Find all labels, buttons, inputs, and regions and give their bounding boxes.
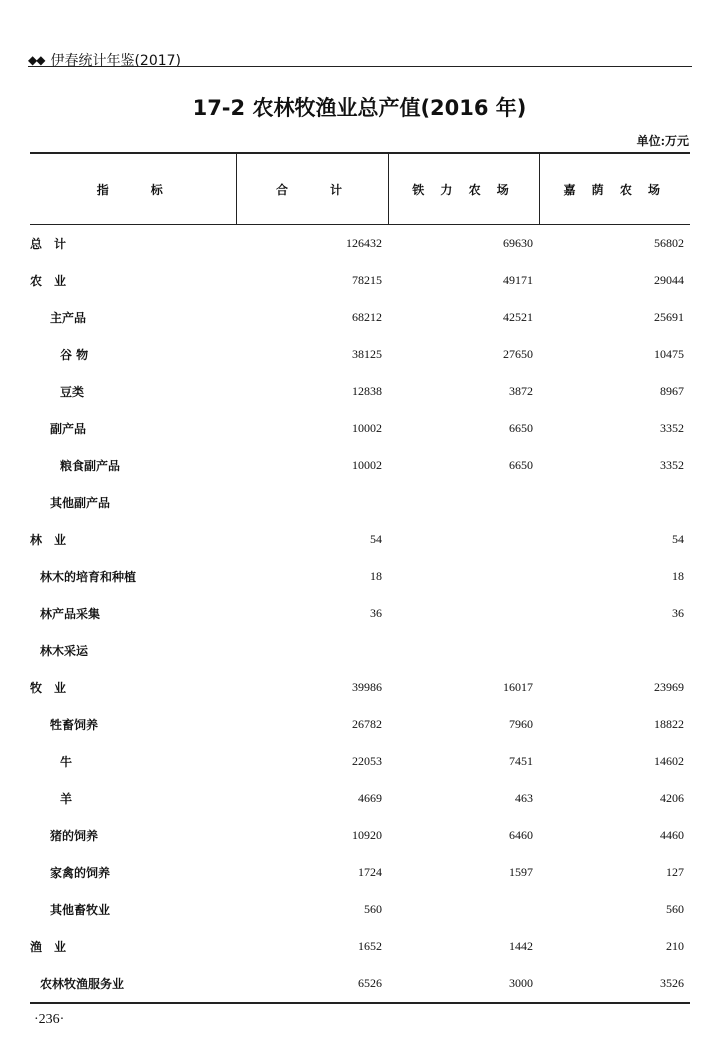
table-row	[30, 521, 690, 558]
cell-jiayin: 18	[672, 569, 684, 583]
table-row	[30, 669, 690, 706]
cell-tieli	[388, 484, 539, 521]
cell-tieli: 3872	[509, 384, 533, 398]
cell-tieli: 3000	[388, 965, 539, 1003]
output-value-table	[30, 152, 690, 1004]
column-header-indicator: 指 标	[30, 153, 236, 225]
cell-tieli	[388, 891, 539, 928]
cell-tieli	[388, 595, 539, 632]
row-label: 谷 物	[60, 348, 89, 362]
row-label: 副产品	[50, 422, 87, 436]
cell-jiayin: 54	[672, 532, 684, 546]
row-label: 主产品	[50, 311, 87, 325]
row-label: 粮食副产品	[60, 459, 121, 473]
row-label: 牛	[60, 755, 73, 769]
row-label: 林木的培育和种植	[40, 570, 137, 584]
cell-total: 126432	[346, 236, 382, 250]
row-label: 其他畜牧业	[50, 903, 111, 917]
cell-total: 78215	[352, 273, 382, 287]
table-row	[30, 299, 690, 336]
table-row	[30, 706, 690, 743]
row-label: 豆类	[60, 385, 85, 399]
cell-jiayin: 25691	[654, 310, 684, 324]
row-label: 农林牧渔服务业	[30, 965, 236, 1003]
cell-tieli: 27650	[503, 347, 533, 361]
cell-jiayin: 56802	[654, 236, 684, 250]
table-row	[30, 262, 690, 299]
column-header-tieli: 铁 力 农 场	[388, 153, 539, 225]
table-row	[30, 632, 690, 669]
cell-jiayin: 3352	[660, 458, 684, 472]
cell-total: 22053	[352, 754, 382, 768]
table-row	[30, 965, 690, 1003]
cell-total: 10002	[352, 458, 382, 472]
cell-total: 26782	[352, 717, 382, 731]
cell-total: 36	[370, 606, 382, 620]
cell-jiayin	[539, 632, 690, 669]
cell-total: 10002	[352, 421, 382, 435]
row-label: 猪的饲养	[50, 829, 99, 843]
table-row	[30, 780, 690, 817]
header-rule	[28, 66, 692, 67]
cell-tieli: 6650	[509, 421, 533, 435]
row-label: 羊	[60, 792, 73, 806]
row-label: 牲畜饲养	[50, 718, 99, 732]
row-label: 农 业	[30, 274, 67, 288]
cell-total	[236, 632, 388, 669]
cell-tieli: 6460	[509, 828, 533, 842]
cell-jiayin: 210	[666, 939, 684, 953]
table-row	[30, 484, 690, 521]
cell-jiayin: 4460	[660, 828, 684, 842]
running-head	[28, 50, 181, 70]
cell-tieli	[388, 632, 539, 669]
cell-jiayin: 4206	[660, 791, 684, 805]
row-label: 其他副产品	[50, 496, 111, 510]
row-label: 渔 业	[30, 940, 67, 954]
diamond-icon: ◆◆	[28, 53, 45, 67]
cell-tieli: 6650	[509, 458, 533, 472]
cell-tieli: 16017	[503, 680, 533, 694]
unit-label: 单位:万元	[636, 134, 689, 148]
table-row	[30, 928, 690, 965]
cell-total: 1652	[358, 939, 382, 953]
table-row	[30, 447, 690, 484]
page-title: 17-2 农林牧渔业总产值(2016 年)	[192, 96, 527, 120]
cell-jiayin: 10475	[654, 347, 684, 361]
cell-jiayin: 18822	[654, 717, 684, 731]
page-number: ·236·	[34, 1012, 65, 1027]
cell-tieli: 1597	[509, 865, 533, 879]
cell-total: 10920	[352, 828, 382, 842]
cell-tieli: 1442	[509, 939, 533, 953]
cell-tieli: 42521	[503, 310, 533, 324]
cell-total	[236, 484, 388, 521]
table-row	[30, 817, 690, 854]
cell-total: 560	[364, 902, 382, 916]
column-header-total: 合 计	[236, 153, 388, 225]
running-head-text: 伊春统计年鉴(2017)	[50, 53, 182, 69]
table-row	[30, 891, 690, 928]
cell-jiayin: 560	[666, 902, 684, 916]
cell-tieli: 69630	[503, 236, 533, 250]
table-row	[30, 225, 690, 263]
row-label: 林木采运	[40, 644, 89, 658]
cell-tieli: 7960	[509, 717, 533, 731]
cell-total: 4669	[358, 791, 382, 805]
cell-jiayin: 3526	[539, 965, 690, 1003]
row-label: 家禽的饲养	[50, 866, 111, 880]
cell-total: 18	[370, 569, 382, 583]
column-header-jiayin: 嘉 荫 农 场	[539, 153, 690, 225]
cell-tieli: 49171	[503, 273, 533, 287]
cell-tieli: 463	[515, 791, 533, 805]
cell-jiayin: 36	[672, 606, 684, 620]
row-label: 总 计	[30, 237, 67, 251]
cell-jiayin: 23969	[654, 680, 684, 694]
cell-jiayin: 8967	[660, 384, 684, 398]
table-row	[30, 410, 690, 447]
cell-total: 68212	[352, 310, 382, 324]
table-row	[30, 743, 690, 780]
cell-total: 38125	[352, 347, 382, 361]
cell-jiayin: 14602	[654, 754, 684, 768]
table-row	[30, 854, 690, 891]
cell-jiayin: 29044	[654, 273, 684, 287]
cell-jiayin: 127	[666, 865, 684, 879]
cell-tieli	[388, 558, 539, 595]
cell-tieli: 7451	[509, 754, 533, 768]
table-row	[30, 595, 690, 632]
row-label: 林 业	[30, 533, 67, 547]
table-header-row	[30, 153, 690, 225]
cell-jiayin	[539, 484, 690, 521]
row-label: 林产品采集	[40, 607, 101, 621]
cell-total: 6526	[236, 965, 388, 1003]
table-row	[30, 336, 690, 373]
cell-total: 39986	[352, 680, 382, 694]
table-body	[30, 225, 690, 1004]
table-row	[30, 373, 690, 410]
row-label: 牧 业	[30, 681, 67, 695]
cell-total: 1724	[358, 865, 382, 879]
cell-total: 54	[370, 532, 382, 546]
cell-jiayin: 3352	[660, 421, 684, 435]
cell-total: 12838	[352, 384, 382, 398]
table-row	[30, 558, 690, 595]
cell-tieli	[388, 521, 539, 558]
